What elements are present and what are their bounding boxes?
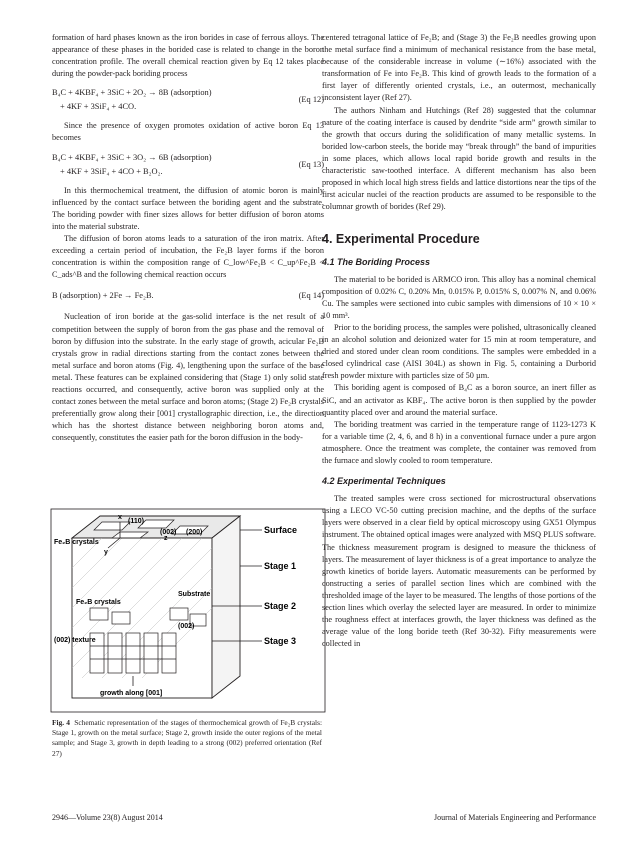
- label-002b: (002): [178, 623, 195, 630]
- label-y: y: [104, 549, 108, 556]
- label-growth: growth along [001]: [100, 690, 163, 697]
- paragraph: The treated samples were cross sectioned for microstructural observations using a LECO VC-50 cutting precision machine, and the depths of the surface layers were observed in a clear field by optical microscopy using GX51 Olympus instrument. The obtained optical images were analyzed with MSQ PLUS software. The thickness measurement program is designed to measure the thickness of layers. The measurement of layer thickness is of a great importance to analyze the growth kinetics of boride layers. Automatic measurements can be performed by constructing a series of parallel section lines which are combined with the thresholded image of the layer to be measured. The lengths of those portions of the section lines which overlay the selected layer are measured. In order to minimize the roughness effect at interfaces growth, the layer thickness was defined as the average value of the long boride teeth (Ref 30-32). Fifty measurements were collected in: [322, 494, 596, 649]
- equation-line: + 4KF + 3SiF₄ + 4CO.: [60, 102, 137, 112]
- section-heading: 4. Experimental Procedure: [322, 232, 480, 247]
- equation-line: + 4KF + 3SiF₄ + 4CO + B₂O₂.: [60, 166, 163, 176]
- label-stage2: Stage 2: [264, 601, 297, 611]
- paragraph: This boriding agent is composed of B₄C as a boron source, an inert filler as SiC, and an activator as KBF₄. The active boron is then supplied by the powder quantity placed over and around the material surface.: [322, 383, 596, 417]
- paragraph: The authors Ninham and Hutchings (Ref 28) suggested that the columnar nature of the coating interface is caused by dendrite “side arm” growth similar to the growth that occurs during the solidification of many metallic systems. In borided low-carbon steels, the boride may “break through” the band of impurities in some places, which allows local rapid boride growth and results in the characteristic saw-toothed interface. A different mechanism has also been proposed in which local high stress fields and lattice distortions near the tips of the first acicular nuclei of the reaction products are assumed to be responsible to the columnar growth of borides (Ref 29).: [322, 105, 596, 212]
- label-200: (200): [186, 529, 203, 536]
- label-x: x: [118, 514, 122, 521]
- label-stage3: Stage 3: [264, 636, 297, 646]
- label-surface: Surface: [264, 525, 298, 535]
- figure-caption: [52, 718, 322, 759]
- subsection-heading: 4.1 The Boriding Process: [322, 256, 431, 267]
- paragraph: The material to be borided is ARMCO iron. This alloy has a nominal chemical composition of 0.02% C, 0.20% Mn, 0.015% P, 0.015% S, 0.007% N, and 0.06% Cu. The samples were sectioned into cubic samples with dimensions of 10 × 10 × 10 mm³.: [322, 274, 596, 320]
- footer-journal: Journal of Materials Engineering and Performance: [434, 813, 596, 822]
- equation-line: B (adsorption) + 2Fe → Fe₂B.: [52, 291, 154, 301]
- stage3-columns: [90, 633, 176, 673]
- paragraph: Since the presence of oxygen promotes oxidation of active boron Eq 13 becomes: [52, 121, 324, 143]
- paragraph: Nucleation of iron boride at the gas-solid interface is the net result of a competition between the supply of boron from the gas phase and the removal of boron by diffusion into the substrate. In the early stage of growth, acicular Fe₂B crystals grow in radial directions starting from the contact zones between the metal surface and boron atoms (Fig. 4), lengthening upon the surface of the base metal. These features can be explained considering that (Stage 1) only solid state reactions occurred, and consequently, active boron was supplied only at the contact zones between the metal surface and boron atoms; (Stage 2) Fe₂B crystals preferentially grow along their [001] crystallographic direction, i.e., the direction which has the shortest distance between neighboring boron atoms and, consequently, constitutes the easier path for the boron diffusion in the body-: [52, 312, 324, 443]
- footer-volume: 2946—Volume 23(8) August 2014: [52, 813, 163, 822]
- label-substrate: Substrate: [178, 591, 211, 598]
- label-110: (110): [128, 518, 144, 525]
- subsection-heading: 4.2 Experimental Techniques: [322, 476, 446, 487]
- equation-tag: (Eq 13): [298, 159, 324, 169]
- caption-label: Fig. 4: [52, 718, 70, 727]
- figure-4-diagram: [50, 508, 326, 713]
- label-fe2b-crystals-2: Fe₂B crystals: [76, 599, 121, 606]
- equation-line: B₄C + 4KBF₄ + 3SiC + 2O₂ → 8B (adsorption): [52, 88, 212, 98]
- paragraph: In this thermochemical treatment, the diffusion of atomic boron is mainly influenced by the contact surface between the boriding agent and the substrate. The boriding powder with finer sizes allows for better diffusion of boron atoms into the material substrate.: [52, 185, 324, 231]
- equation-14: [52, 290, 324, 302]
- label-002: (002): [160, 529, 177, 536]
- paragraph: The boriding treatment was carried in the temperature range of 1123-1273 K for a variable time (2, 4, 6, and 8 h) in a conventional furnace under a pure argon atmosphere. Once the treatment was complete, the container was removed from the furnace and slowly cooled to room temperature.: [322, 419, 596, 465]
- equation-12: [52, 86, 324, 114]
- label-z: z: [164, 535, 168, 542]
- right-column: [322, 32, 596, 650]
- equation-tag: (Eq 14): [298, 291, 324, 301]
- paragraph: The diffusion of boron atoms leads to a saturation of the iron matrix. After exceeding a certain period of incubation, the Fe₂B layer forms if the boron concentration is within the composition range of C_low^Fe₂B < C_up^Fe₂B < C_ads^B and the following chemical reaction occurs: [52, 233, 324, 280]
- paragraph: Prior to the boriding process, the samples were polished, ultrasonically cleaned in an alcohol solution and deionized water for 15 min at room temperature, and dried and stored under clean room conditions. The samples were embedded in a closed cylindrical case (AISI 304L) as shown in Fig. 5, containing a Durborid fresh powder mixture with particles size of 50 µm.: [322, 322, 596, 381]
- label-stage1: Stage 1: [264, 561, 297, 571]
- caption-text: Schematic representation of the stages of thermochemical growth of Fe₂B crystals: Stage 1, growth on the metal surface; Stage 2, growth inside the outer regions of the metal sample; and Stage 3, growth in depth leading to a strong (002) preferred orientation (Ref 27): [52, 718, 322, 758]
- paragraph: centered tetragonal lattice of Fe₂B; and (Stage 3) the Fe₂B needles growing upon the metal surface find a minimum of mechanical resistance from the base metal, because of the considerable increase in volume (∼16%) associated with the transformation of Fe into Fe₂B. This kind of growth leads to the formation of a first layer of differently oriented crystals, i.e., an outermost, mechanically inconsistent layer (Ref 27).: [322, 33, 596, 103]
- equation-line: B₄C + 4KBF₄ + 3SiC + 3O₂ → 6B (adsorption): [52, 152, 212, 162]
- paragraph: formation of hard phases known as the iron borides in case of ferrous alloys. The appearance of these phases in the borided case is related to change in the boron concentration profile. The overall chemical reaction given by Eq 12 takes place during the powder-pack boriding process: [52, 33, 324, 79]
- equation-13: [52, 151, 324, 179]
- equation-tag: (Eq 12): [298, 95, 324, 105]
- left-column: [52, 32, 324, 444]
- label-texture: (002) texture: [54, 637, 96, 644]
- label-fe2b-crystals: Fe₂B crystals: [54, 539, 99, 546]
- block-side-face: [212, 516, 240, 698]
